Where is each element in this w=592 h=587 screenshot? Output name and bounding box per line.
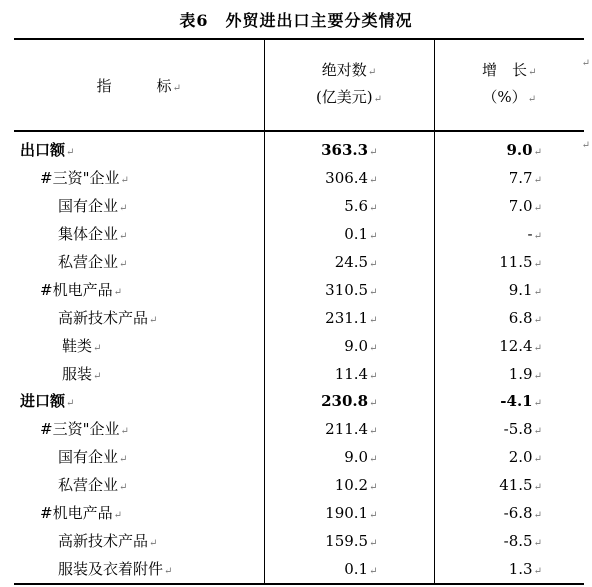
row-value — [264, 444, 434, 472]
paragraph-mark-icon: ↵ — [533, 231, 542, 243]
row-name — [14, 131, 264, 165]
paragraph-mark-icon: ↵ — [113, 286, 122, 298]
paragraph-mark-icon: ↵ — [369, 286, 378, 298]
row-growth — [434, 193, 584, 221]
paragraph-mark-icon: ↵ — [369, 398, 378, 410]
row-name — [14, 304, 264, 332]
header-growth-line1: 增 长 — [482, 61, 528, 79]
table-row — [14, 444, 584, 472]
row-growth — [434, 527, 584, 555]
row-growth-text: -6.8 — [503, 504, 533, 523]
table-row — [14, 165, 584, 193]
paragraph-mark-icon: ↵ — [119, 259, 128, 270]
row-name — [14, 249, 264, 277]
header-value — [264, 39, 434, 131]
paragraph-mark-icon: ↵ — [369, 510, 378, 522]
row-name-text: 进口额 — [20, 392, 66, 411]
row-value — [264, 249, 434, 277]
header-growth-line2: （%） — [482, 88, 527, 106]
paragraph-mark-icon: ↵ — [533, 203, 542, 215]
row-value — [264, 304, 434, 332]
table-row — [14, 332, 584, 360]
row-value — [264, 388, 434, 416]
row-value — [264, 555, 434, 584]
trade-table — [14, 38, 584, 585]
row-value-text: 11.4 — [334, 364, 369, 383]
table-row — [14, 249, 584, 277]
header-value-line2: (亿美元) — [315, 88, 373, 106]
row-value-text: 159.5 — [325, 531, 369, 550]
row-name-text: 服装 — [62, 364, 93, 383]
row-growth-text: - — [527, 225, 533, 244]
row-growth-text: 12.4 — [499, 336, 533, 355]
table-row — [14, 131, 584, 165]
row-name-text: 服装及衣着附件 — [58, 559, 164, 578]
row-value-text: 5.6 — [344, 197, 369, 216]
paragraph-mark-icon: ↵ — [369, 147, 378, 159]
row-value-text: 363.3 — [321, 141, 369, 160]
header-indicator — [14, 39, 264, 131]
paragraph-mark-icon: ↵ — [369, 537, 378, 549]
row-value-text: 310.5 — [325, 280, 369, 299]
row-value-text: 9.0 — [344, 336, 369, 355]
row-value-text: 10.2 — [334, 476, 369, 495]
paragraph-mark-icon: ↵ — [533, 565, 542, 577]
row-growth-text: 1.3 — [508, 559, 533, 578]
row-value-text: 306.4 — [325, 169, 369, 188]
row-value-text: 231.1 — [325, 308, 369, 327]
row-name — [14, 527, 264, 555]
row-growth — [434, 416, 584, 444]
row-value-text: 24.5 — [334, 253, 369, 271]
row-growth — [434, 500, 584, 528]
paragraph-mark-icon: ↵ — [119, 454, 128, 466]
table-row — [14, 472, 584, 500]
table-row — [14, 304, 584, 332]
row-value — [264, 360, 434, 388]
paragraph-mark-icon: ↵ — [66, 147, 75, 159]
paragraph-mark-icon: ↵ — [113, 510, 122, 522]
paragraph-mark-icon: ↵ — [120, 426, 129, 438]
table-row — [14, 193, 584, 221]
table-row — [14, 500, 584, 528]
paragraph-mark-icon: ↵ — [66, 398, 75, 410]
row-value-text: 230.8 — [321, 392, 369, 411]
row-growth-text: -4.1 — [500, 392, 533, 411]
row-growth-text: -8.5 — [503, 531, 533, 550]
paragraph-mark-icon: ↵ — [369, 314, 378, 326]
row-growth — [434, 165, 584, 193]
table-row — [14, 416, 584, 444]
row-name-text: #机电产品 — [40, 280, 113, 299]
row-growth-text: 1.9 — [508, 364, 533, 383]
row-value-text: 0.1 — [344, 559, 369, 578]
paragraph-mark-icon: ↵ — [369, 454, 378, 466]
row-name-text: 集体企业 — [58, 225, 119, 244]
paragraph-mark-icon: ↵ — [533, 454, 542, 466]
header-growth — [434, 39, 584, 131]
row-name — [14, 332, 264, 360]
row-growth-text: 6.8 — [508, 308, 533, 327]
row-name — [14, 416, 264, 444]
row-growth — [434, 388, 584, 416]
row-growth — [434, 221, 584, 249]
table-row — [14, 527, 584, 555]
row-name — [14, 276, 264, 304]
table-row — [14, 276, 584, 304]
row-growth-text: 7.7 — [508, 169, 533, 188]
table-row — [14, 221, 584, 249]
row-value — [264, 500, 434, 528]
table-body — [14, 131, 584, 584]
row-value-text: 211.4 — [325, 420, 369, 439]
row-growth-text: 9.0 — [506, 141, 533, 160]
row-name-text: #机电产品 — [40, 504, 113, 523]
paragraph-mark-icon: ↵ — [581, 58, 590, 69]
header-indicator-label: 指 标 — [96, 76, 172, 95]
header-value-line1: 绝对数 — [321, 61, 367, 79]
row-growth — [434, 131, 584, 165]
paragraph-mark-icon: ↵ — [528, 67, 537, 78]
paragraph-mark-icon: ↵ — [369, 482, 378, 494]
paragraph-mark-icon: ↵ — [369, 175, 378, 187]
row-name-text: 私营企业 — [58, 253, 119, 271]
row-growth-text: 9.1 — [508, 280, 533, 299]
row-name — [14, 444, 264, 472]
header-row — [14, 39, 584, 131]
row-growth — [434, 555, 584, 584]
paragraph-mark-icon: ↵ — [149, 537, 158, 549]
row-growth-text: 7.0 — [508, 197, 533, 216]
paragraph-mark-icon: ↵ — [367, 67, 377, 78]
paragraph-mark-icon: ↵ — [533, 286, 542, 298]
row-value — [264, 131, 434, 165]
row-name-text: 国有企业 — [58, 448, 119, 467]
row-value-text: 0.1 — [344, 225, 369, 244]
row-name-text: #三资"企业 — [40, 420, 120, 439]
paragraph-mark-icon: ↵ — [533, 314, 542, 326]
row-value — [264, 416, 434, 444]
paragraph-mark-icon: ↵ — [172, 82, 181, 94]
paragraph-mark-icon: ↵ — [533, 482, 542, 494]
row-name-text: 高新技术产品 — [58, 308, 149, 327]
row-name-text: 国有企业 — [58, 197, 119, 216]
row-name-text: #三资"企业 — [40, 169, 120, 188]
paragraph-mark-icon: ↵ — [369, 342, 378, 354]
paragraph-mark-icon: ↵ — [369, 565, 378, 577]
paragraph-mark-icon: ↵ — [369, 426, 378, 438]
row-name-text: 鞋类 — [62, 336, 93, 355]
paragraph-mark-icon: ↵ — [533, 426, 542, 438]
row-growth-text: -5.8 — [503, 420, 533, 439]
row-name — [14, 555, 264, 584]
paragraph-mark-icon: ↵ — [533, 259, 542, 270]
table-title: 表6 外贸进出口主要分类情况 — [179, 11, 413, 30]
row-value — [264, 193, 434, 221]
row-growth — [434, 249, 584, 277]
paragraph-mark-icon: ↵ — [119, 203, 128, 215]
row-value — [264, 332, 434, 360]
paragraph-mark-icon: ↵ — [369, 370, 378, 382]
row-name-text: 出口额 — [20, 141, 66, 160]
paragraph-mark-icon: ↵ — [533, 342, 542, 354]
row-value — [264, 165, 434, 193]
row-name — [14, 165, 264, 193]
row-name — [14, 388, 264, 416]
table-row — [14, 555, 584, 584]
paragraph-mark-icon: ↵ — [527, 94, 537, 105]
paragraph-mark-icon: ↵ — [533, 175, 542, 187]
row-growth — [434, 304, 584, 332]
row-growth — [434, 332, 584, 360]
table-row — [14, 388, 584, 416]
row-value-text: 190.1 — [325, 504, 369, 523]
paragraph-mark-icon: ↵ — [149, 314, 158, 326]
row-value — [264, 472, 434, 500]
paragraph-mark-icon: ↵ — [533, 147, 542, 159]
paragraph-mark-icon: ↵ — [533, 398, 542, 410]
paragraph-mark-icon: ↵ — [93, 370, 102, 382]
row-growth — [434, 472, 584, 500]
paragraph-mark-icon: ↵ — [119, 231, 128, 243]
paragraph-mark-icon: ↵ — [120, 175, 129, 187]
paragraph-mark-icon: ↵ — [581, 140, 590, 151]
row-name — [14, 193, 264, 221]
row-name-text: 高新技术产品 — [58, 531, 149, 550]
paragraph-mark-icon: ↵ — [369, 231, 378, 243]
paragraph-mark-icon: ↵ — [373, 94, 383, 105]
row-name — [14, 500, 264, 528]
row-name — [14, 221, 264, 249]
row-name-text: 私营企业 — [58, 476, 119, 495]
paragraph-mark-icon: ↵ — [533, 537, 542, 549]
row-value — [264, 527, 434, 555]
row-name — [14, 472, 264, 500]
paragraph-mark-icon: ↵ — [119, 482, 128, 494]
row-value — [264, 276, 434, 304]
paragraph-mark-icon: ↵ — [533, 370, 542, 382]
row-growth — [434, 444, 584, 472]
paragraph-mark-icon: ↵ — [369, 259, 378, 270]
paragraph-mark-icon: ↵ — [533, 510, 542, 522]
paragraph-mark-icon: ↵ — [369, 203, 378, 215]
row-growth-text: 41.5 — [499, 476, 533, 495]
row-growth-text: 11.5 — [499, 253, 533, 271]
row-growth — [434, 360, 584, 388]
row-growth-text: 2.0 — [508, 448, 533, 467]
row-value-text: 9.0 — [344, 448, 369, 467]
row-name — [14, 360, 264, 388]
table-row — [14, 360, 584, 388]
paragraph-mark-icon: ↵ — [93, 342, 102, 354]
row-value — [264, 221, 434, 249]
row-growth — [434, 276, 584, 304]
paragraph-mark-icon: ↵ — [164, 565, 173, 577]
